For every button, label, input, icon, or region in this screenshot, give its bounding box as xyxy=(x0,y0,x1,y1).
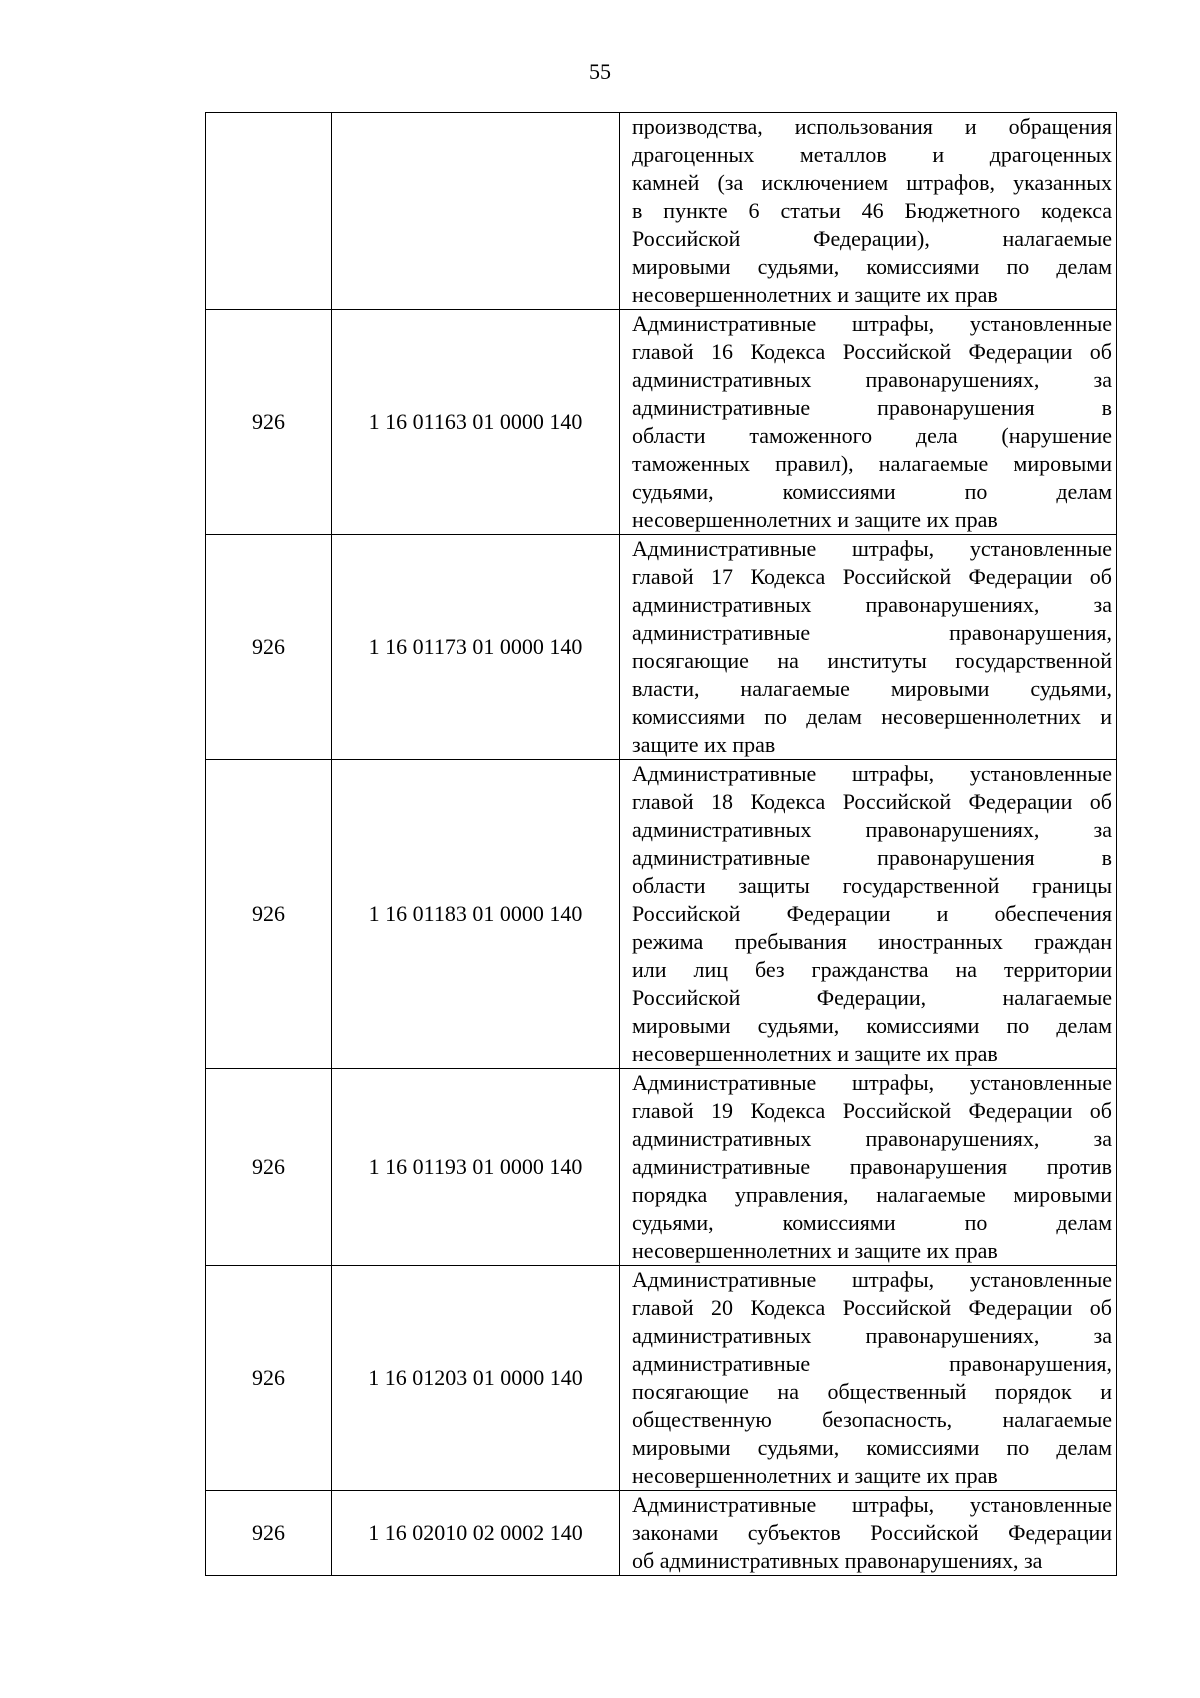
kbk-code-cell: 1 16 01183 01 0000 140 xyxy=(332,760,620,1069)
page-number: 55 xyxy=(589,59,611,84)
table-row xyxy=(206,535,1117,760)
description-line: судьями, комиссиями по делам xyxy=(632,1210,1112,1235)
description-line: несовершеннолетних и защите их прав xyxy=(632,282,998,307)
description-line: посягающие на общественный порядок и xyxy=(632,1379,1112,1404)
table-row xyxy=(206,310,1117,535)
description-line: или лиц без гражданства на территории xyxy=(632,957,1112,982)
description-line: главой 18 Кодекса Российской Федерации об xyxy=(632,789,1112,814)
description-line: Административные штрафы, установленные xyxy=(632,1070,1112,1095)
description-cell xyxy=(620,760,1117,1069)
table-row xyxy=(206,1266,1117,1491)
table-row xyxy=(206,1069,1117,1266)
description-line: главой 19 Кодекса Российской Федерации об xyxy=(632,1098,1112,1123)
description-line: Административные штрафы, установленные xyxy=(632,1267,1112,1292)
description-cell xyxy=(620,1491,1117,1576)
description-line: посягающие на институты государственной xyxy=(632,648,1112,673)
description-line: законами субъектов Российской Федерации xyxy=(632,1520,1112,1545)
description-line: Российской Федерации), налагаемые xyxy=(632,226,1112,251)
description-cell xyxy=(620,535,1117,760)
description-line: производства, использования и обращения xyxy=(632,114,1112,139)
description-line: административные правонарушения против xyxy=(632,1154,1112,1179)
description-line: административные правонарушения в xyxy=(632,395,1112,420)
description-line: Административные штрафы, установленные xyxy=(632,311,1112,336)
admin-code-cell xyxy=(206,113,332,310)
description-line: административные правонарушения, xyxy=(632,1351,1112,1376)
description-line: административных правонарушениях, за xyxy=(632,592,1112,617)
description-cell xyxy=(620,1069,1117,1266)
description-line: мировыми судьями, комиссиями по делам xyxy=(632,1013,1112,1038)
kbk-code-cell: 1 16 01163 01 0000 140 xyxy=(332,310,620,535)
kbk-code-cell: 1 16 01203 01 0000 140 xyxy=(332,1266,620,1491)
description-line: области таможенного дела (нарушение xyxy=(632,423,1112,448)
kbk-code-cell: 1 16 01173 01 0000 140 xyxy=(332,535,620,760)
description-line: Административные штрафы, установленные xyxy=(632,536,1112,561)
description-line: защите их прав xyxy=(632,732,776,757)
description-line: главой 16 Кодекса Российской Федерации об xyxy=(632,339,1112,364)
description-line: судьями, комиссиями по делам xyxy=(632,479,1112,504)
description-line: несовершеннолетних и защите их прав xyxy=(632,507,998,532)
description-line: административных правонарушениях, за xyxy=(632,817,1112,842)
table-row xyxy=(206,1491,1117,1576)
description-line: Административные штрафы, установленные xyxy=(632,761,1112,786)
description-line: комиссиями по делам несовершеннолетних и xyxy=(632,704,1112,729)
admin-code-cell: 926 xyxy=(206,310,332,535)
admin-code-cell: 926 xyxy=(206,760,332,1069)
description-line: в пункте 6 статьи 46 Бюджетного кодекса xyxy=(632,198,1112,223)
description-line: мировыми судьями, комиссиями по делам xyxy=(632,1435,1112,1460)
kbk-code-cell xyxy=(332,113,620,310)
description-line: административные правонарушения в xyxy=(632,845,1112,870)
description-line: режима пребывания иностранных граждан xyxy=(632,929,1112,954)
description-line: порядка управления, налагаемые мировыми xyxy=(632,1182,1112,1207)
description-line: административных правонарушениях, за xyxy=(632,1323,1112,1348)
description-line: об административных правонарушениях, за xyxy=(632,1548,1043,1573)
description-line: области защиты государственной границы xyxy=(632,873,1112,898)
budget-codes-table xyxy=(205,112,1117,1576)
description-line: главой 20 Кодекса Российской Федерации об xyxy=(632,1295,1112,1320)
description-line: главой 17 Кодекса Российской Федерации об xyxy=(632,564,1112,589)
admin-code-cell: 926 xyxy=(206,1069,332,1266)
description-line: несовершеннолетних и защите их прав xyxy=(632,1463,998,1488)
description-line: мировыми судьями, комиссиями по делам xyxy=(632,254,1112,279)
table-row xyxy=(206,113,1117,310)
description-cell xyxy=(620,1266,1117,1491)
description-line: общественную безопасность, налагаемые xyxy=(632,1407,1112,1432)
description-line: несовершеннолетних и защите их прав xyxy=(632,1041,998,1066)
description-line: несовершеннолетних и защите их прав xyxy=(632,1238,998,1263)
description-line: административные правонарушения, xyxy=(632,620,1112,645)
admin-code-cell: 926 xyxy=(206,1266,332,1491)
description-line: камней (за исключением штрафов, указанных xyxy=(632,170,1112,195)
description-cell xyxy=(620,113,1117,310)
description-line: административных правонарушениях, за xyxy=(632,367,1112,392)
kbk-code-cell: 1 16 01193 01 0000 140 xyxy=(332,1069,620,1266)
description-line: Административные штрафы, установленные xyxy=(632,1492,1112,1517)
description-line: таможенных правил), налагаемые мировыми xyxy=(632,451,1112,476)
admin-code-cell: 926 xyxy=(206,535,332,760)
description-line: Российской Федерации, налагаемые xyxy=(632,985,1112,1010)
table-body xyxy=(206,113,1117,1576)
table-row xyxy=(206,760,1117,1069)
description-line: административных правонарушениях, за xyxy=(632,1126,1112,1151)
kbk-code-cell: 1 16 02010 02 0002 140 xyxy=(332,1491,620,1576)
description-cell xyxy=(620,310,1117,535)
description-line: Российской Федерации и обеспечения xyxy=(632,901,1112,926)
description-line: драгоценных металлов и драгоценных xyxy=(632,142,1112,167)
description-line: власти, налагаемые мировыми судьями, xyxy=(632,676,1112,701)
admin-code-cell: 926 xyxy=(206,1491,332,1576)
